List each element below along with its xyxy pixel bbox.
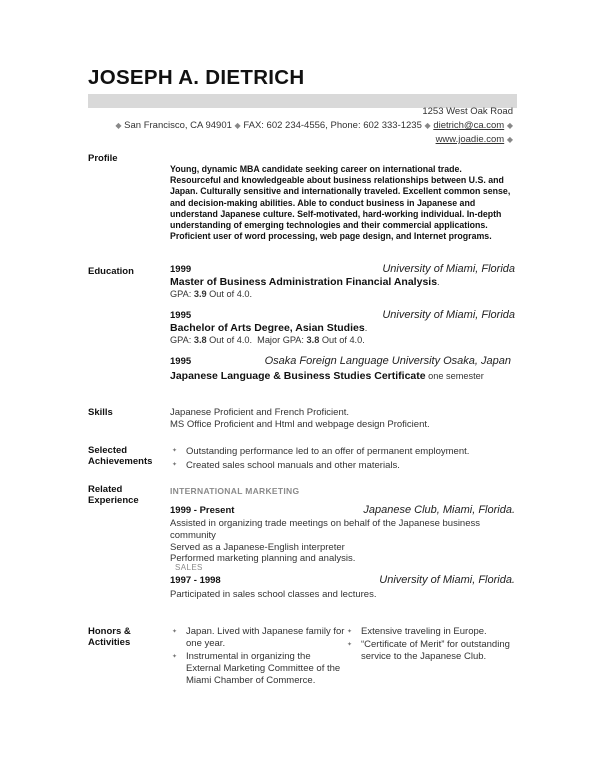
job-organization: University of Miami, Florida. xyxy=(379,574,515,586)
skill-line: MS Office Proficient and Html and webpage design Proficient. xyxy=(170,419,430,430)
education-year: 1995 xyxy=(170,310,192,321)
email-link[interactable]: dietrich@ca.com xyxy=(433,120,505,131)
section-label-line: Activities xyxy=(88,637,131,648)
education-school: University of Miami, Florida xyxy=(382,309,515,321)
education-entry xyxy=(170,310,515,346)
education-school: Osaka Foreign Language University Osaka, Japan xyxy=(264,355,511,367)
achievements-list xyxy=(170,445,515,472)
section-label-line: Experience xyxy=(88,495,139,506)
major-gpa-scale: Out of 4.0. xyxy=(319,334,365,345)
section-label-achievements xyxy=(88,445,152,467)
section-label-profile: Profile xyxy=(88,153,118,164)
section-label-skills: Skills xyxy=(88,407,113,418)
job-duty: Performed marketing planning and analysis. xyxy=(170,553,356,565)
section-label-line: Achievements xyxy=(88,456,153,467)
achievement-item: ✦ Created sales school manuals and other materials. xyxy=(170,459,515,473)
honors-list-left xyxy=(170,626,345,688)
section-label-line: Selected xyxy=(88,445,128,456)
job-entry xyxy=(170,575,515,601)
job-dates: 1999 - Present xyxy=(170,505,235,516)
job-duty: Served as a Japanese-English interpreter xyxy=(170,541,345,553)
education-degree: Bachelor of Arts Degree, Asian Studies xyxy=(170,322,365,335)
honor-item: ✦ Extensive traveling in Europe. xyxy=(345,626,515,638)
education-degree-suffix: one semester xyxy=(425,371,484,382)
education-entry xyxy=(170,356,515,383)
achievement-item: ✦ Outstanding performance led to an offer of permanent employment. xyxy=(170,445,515,459)
fax-number: FAX: 602 234-4556, xyxy=(243,120,328,131)
resume-name: JOSEPH A. DIETRICH xyxy=(88,66,305,89)
education-degree-suffix: . xyxy=(364,323,368,334)
skill-line: Japanese Proficient and French Proficient. xyxy=(170,407,350,418)
education-year: 1999 xyxy=(170,264,192,275)
gpa-value: 3.8 xyxy=(193,334,207,345)
education-degree: Japanese Language & Business Studies Certificate xyxy=(170,370,426,383)
education-school: University of Miami, Florida xyxy=(382,263,515,275)
education-entry xyxy=(170,264,515,300)
bullet-icon: ◆ xyxy=(506,121,513,130)
honor-item: ✦ Japan. Lived with Japanese family for one year. xyxy=(170,626,345,650)
section-label-line: Honors & xyxy=(88,626,131,637)
bullet-icon: ◆ xyxy=(115,121,122,130)
phone-number: Phone: 602 333-1235 xyxy=(330,120,422,131)
job-dates: 1997 - 1998 xyxy=(170,575,221,586)
job-subheading: SALES xyxy=(175,563,203,572)
section-label-education: Education xyxy=(88,266,134,277)
education-degree-suffix: . xyxy=(437,277,440,288)
profile-summary: Young, dynamic MBA candidate seeking career on international trade. Resourceful and knowledgeable about business relationships between U.S. and Japan. Culturally sensitive and internationally traveled. Excellent common sense, and decision-making abilities. Able to conduct business in Japanese and understand Japanese culture. Self-motivated, hard-working individual. In-depth understanding of emerging technologies and their commercial applications. Proficient user of word processing, web page design, and Internet programs. xyxy=(170,164,511,242)
address-city: San Francisco, CA 94901 xyxy=(124,120,232,131)
bullet-icon: ◆ xyxy=(506,135,513,144)
major-gpa-value: 3.8 xyxy=(306,334,320,345)
honor-item: ✦ “Certificate of Merit” for outstanding service to the Japanese Club. xyxy=(345,639,515,663)
gpa-value: 3.9 xyxy=(193,288,207,299)
honor-item: ✦ Instrumental in organizing the External Marketing Committee of the Miami Chamber of Commerce. xyxy=(170,651,345,687)
section-label-experience xyxy=(88,484,139,506)
job-organization: Japanese Club, Miami, Florida. xyxy=(363,504,515,516)
gpa-label: GPA: xyxy=(170,288,194,299)
education-degree: Master of Business Administration Financial Analysis xyxy=(170,276,438,289)
address-street: 1253 West Oak Road xyxy=(422,106,513,117)
job-entry xyxy=(170,505,515,565)
bullet-icon: ◆ xyxy=(424,121,431,130)
major-gpa-label: Major GPA: xyxy=(257,334,307,345)
contact-line xyxy=(100,118,513,133)
experience-heading: INTERNATIONAL MARKETING xyxy=(170,486,300,496)
gpa-scale: Out of 4.0. xyxy=(206,288,253,299)
website-line xyxy=(100,132,513,147)
skills-list xyxy=(170,407,515,431)
section-label-line: Related xyxy=(88,484,123,495)
bullet-icon: ◆ xyxy=(234,121,241,130)
education-year: 1995 xyxy=(170,356,192,367)
honors-list-right xyxy=(345,626,515,664)
gpa-scale: Out of 4.0. xyxy=(206,334,253,345)
section-label-honors xyxy=(88,626,131,648)
job-duty: Assisted in organizing trade meetings on behalf of the Japanese business community xyxy=(170,518,481,541)
job-duty: Participated in sales school classes and lectures. xyxy=(170,589,377,601)
website-link[interactable]: www.joadie.com xyxy=(435,134,505,145)
gpa-label: GPA: xyxy=(170,334,194,345)
